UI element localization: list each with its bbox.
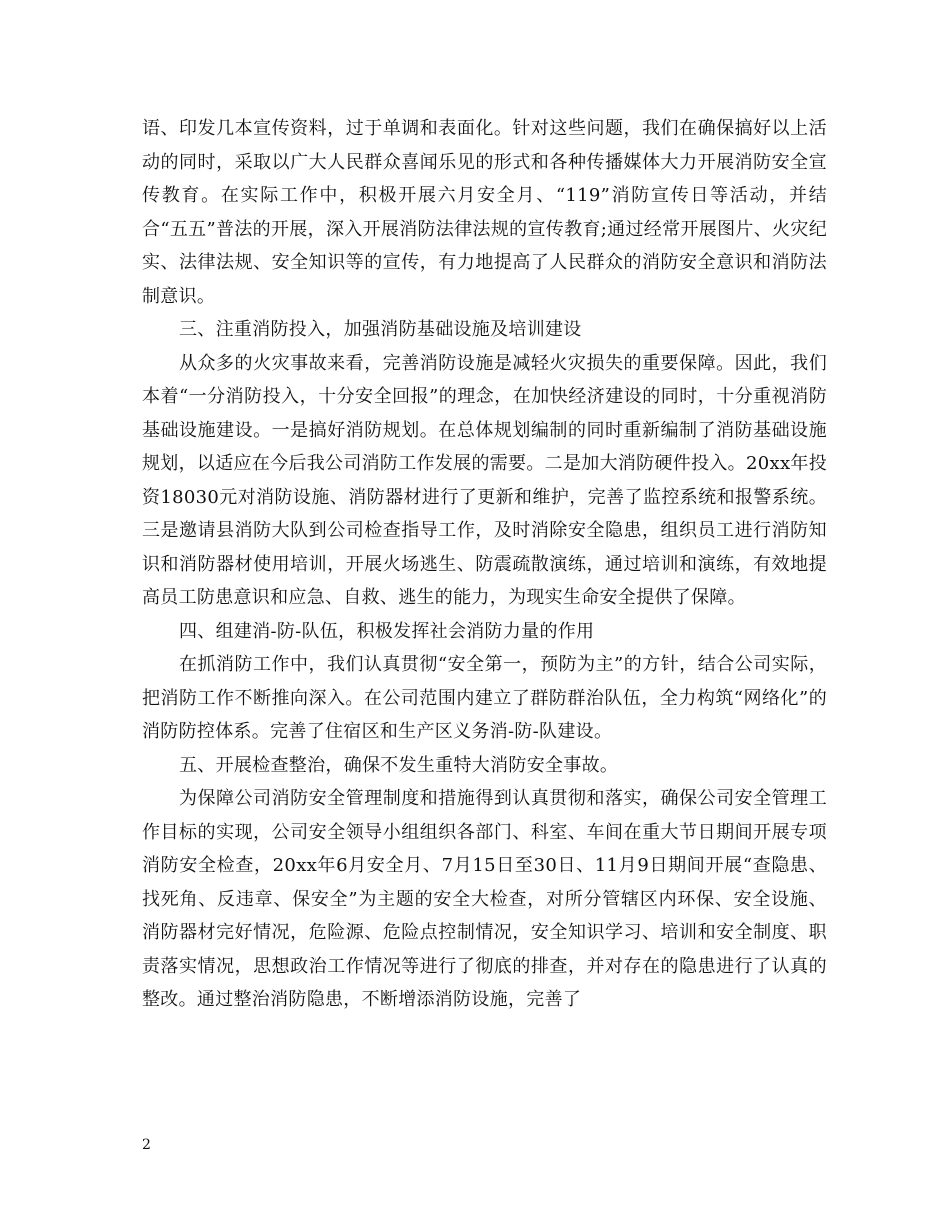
- paragraph-1: 语、印发几本宣传资料，过于单调和表面化。针对这些问题，我们在确保搞好以上活动的同时，采取以广大人民群众喜闻乐见的形式和各种传播媒体大力开展消防安全宣传教育。在实际工作中，积极开展六月安全月、“119”消防宣传日等活动，并结合“五五”普法的开展，深入开展消防法律法规的宣传教育;通过经常开展图片、火灾纪实、法律法规、安全知识等的宣传，有力地提高了人民群众的消防安全意识和消防法制意识。: [142, 118, 827, 307]
- section-heading-3: 三、注重消防投入，加强消防基础设施及培训建设: [179, 319, 582, 340]
- paragraph-4: 为保障公司消防安全管理制度和措施得到认真贯彻和落实，确保公司安全管理工作目标的实现，公司安全领导小组组织各部门、科室、车间在重大节日期间开展专项消防安全检查，20xx年6月安全月、7月15日至30日、11月9日期间开展“查隐患、找死角、反违章、保安全”为主题的安全大检查，对所分管辖区内环保、安全设施、消防器材完好情况，危险源、危险点控制情况，安全知识学习、培训和安全制度、职责落实情况，思想政治工作情况等进行了彻底的排查，并对存在的隐患进行了认真的整改。通过整治消防隐患，不断增添消防设施，完善了: [142, 788, 827, 1010]
- paragraph-2: 从众多的火灾事故来看，完善消防设施是减轻火灾损失的重要保障。因此，我们本着“一分消防投入，十分安全回报”的理念，在加快经济建设的同时，十分重视消防基础设施建设。一是搞好消防规划。在总体规划编制的同时重新编制了消防基础设施规划，以适应在今后我公司消防工作发展的需要。二是加大消防硬件投入。20xx年投资18030元对消防设施、消防器材进行了更新和维护，完善了监控系统和报警系统。三是邀请县消防大队到公司检查指导工作，及时消除安全隐患，组织员工进行消防知识和消防器材使用培训，开展火场逃生、防震疏散演练，通过培训和演练，有效地提高员工防患意识和应急、自救、逃生的能力，为现实生命安全提供了保障。: [142, 352, 827, 608]
- document-body: [142, 112, 827, 1017]
- page-number: 2: [142, 1137, 151, 1153]
- paragraph-3: 在抓消防工作中，我们认真贯彻“安全第一，预防为主”的方针，结合公司实际，把消防工作不断推向深入。在公司范围内建立了群防群治队伍，全力构筑“网络化”的消防防控体系。完善了住宿区和生产区义务消-防-队建设。: [142, 654, 827, 742]
- section-heading-4: 四、组建消-防-队伍，积极发挥社会消防力量的作用: [179, 620, 595, 642]
- section-heading-5: 五、开展检查整治，确保不发生重特大消防安全事故。: [179, 754, 619, 776]
